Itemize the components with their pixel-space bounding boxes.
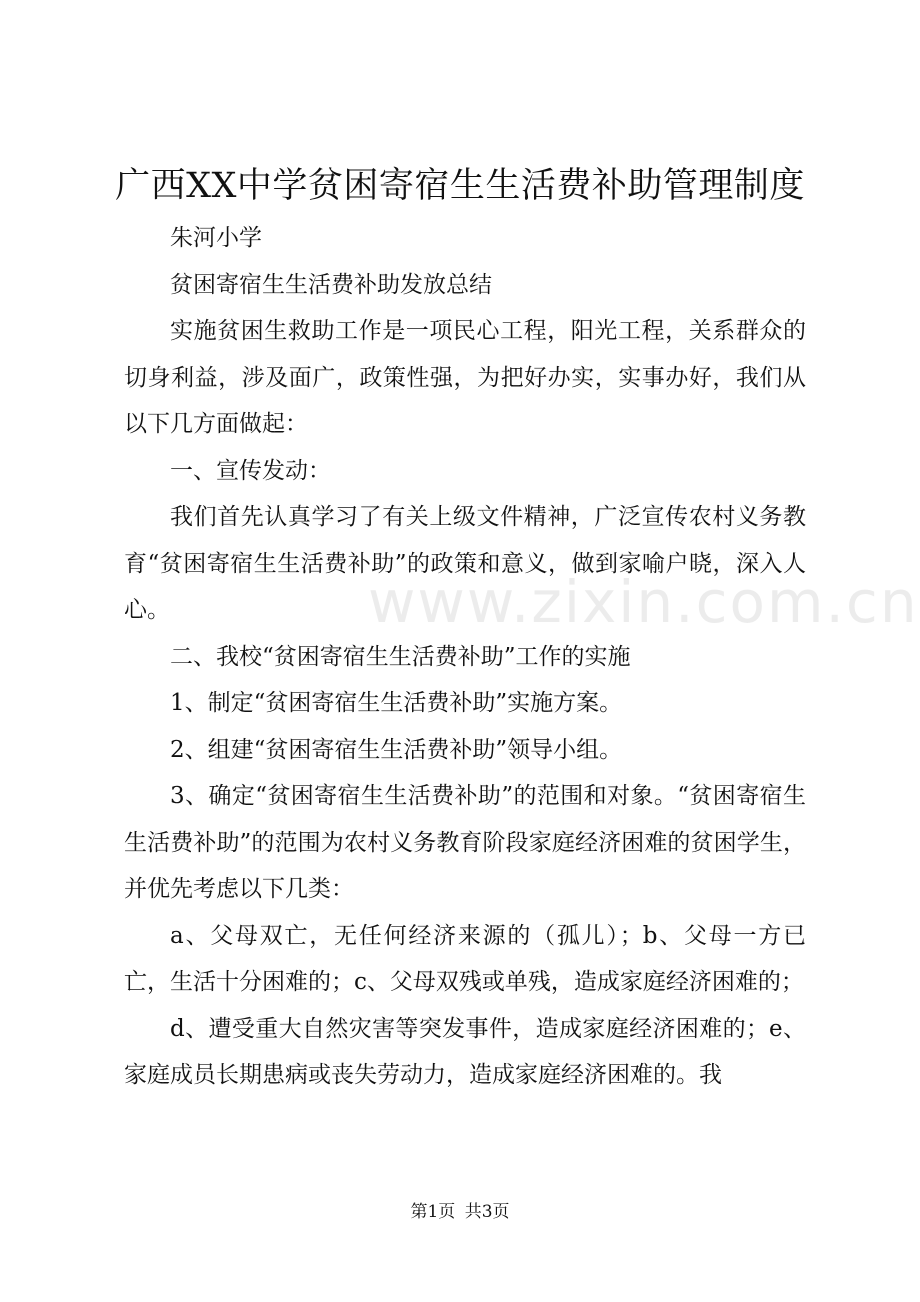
page-number: 第1页	[410, 1202, 456, 1222]
document-body	[124, 215, 806, 1099]
watermark: www.zixin.com.cn	[368, 568, 919, 636]
paragraph-school-name: 朱河小学	[170, 225, 262, 251]
paragraph-categories-de: d、遭受重大自然灾害等突发事件，造成家庭经济困难的；e、家庭成员长期患病或丧失劳动力，造成家庭经济困难的。我	[124, 1015, 806, 1088]
page-footer	[0, 1200, 920, 1224]
paragraph-publicity: 我们首先认真学习了有关上级文件精神，广泛宣传农村义务教育“贫困寄宿生生活费补助”的政策和意义，做到家喻户晓，深入人心。	[124, 504, 806, 623]
section-heading-publicity: 一、宣传发动：	[170, 457, 331, 484]
document-title: 广西XX中学贫困寄宿生生活费补助管理制度	[115, 166, 805, 206]
paragraph-categories-abc: a、父母双亡，无任何经济来源的（孤儿）；b、父母一方已亡，生活十分困难的；c、父母双残或单残，造成家庭经济困难的；	[124, 922, 806, 995]
section-heading-implementation: 二、我校“贫困寄宿生生活费补助”工作的实施	[170, 643, 631, 670]
paragraph-summary-title: 贫困寄宿生生活费补助发放总结	[170, 271, 492, 298]
list-item-scope: 3、确定“贫困寄宿生生活费补助”的范围和对象。“贫困寄宿生生活费补助”的范围为农村义务教育阶段家庭经济困难的贫困学生，并优先考虑以下几类：	[124, 783, 806, 902]
list-item-plan: 1、制定“贫困寄宿生生活费补助”实施方案。	[170, 690, 623, 716]
page-total: 共3页	[464, 1202, 510, 1222]
paragraph-intro: 实施贫困生救助工作是一项民心工程，阳光工程，关系群众的切身利益，涉及面广，政策性强，为把好办实，实事办好，我们从以下几方面做起：	[124, 318, 806, 437]
list-item-leadership-group: 2、组建“贫困寄宿生生活费补助”领导小组。	[170, 736, 623, 763]
